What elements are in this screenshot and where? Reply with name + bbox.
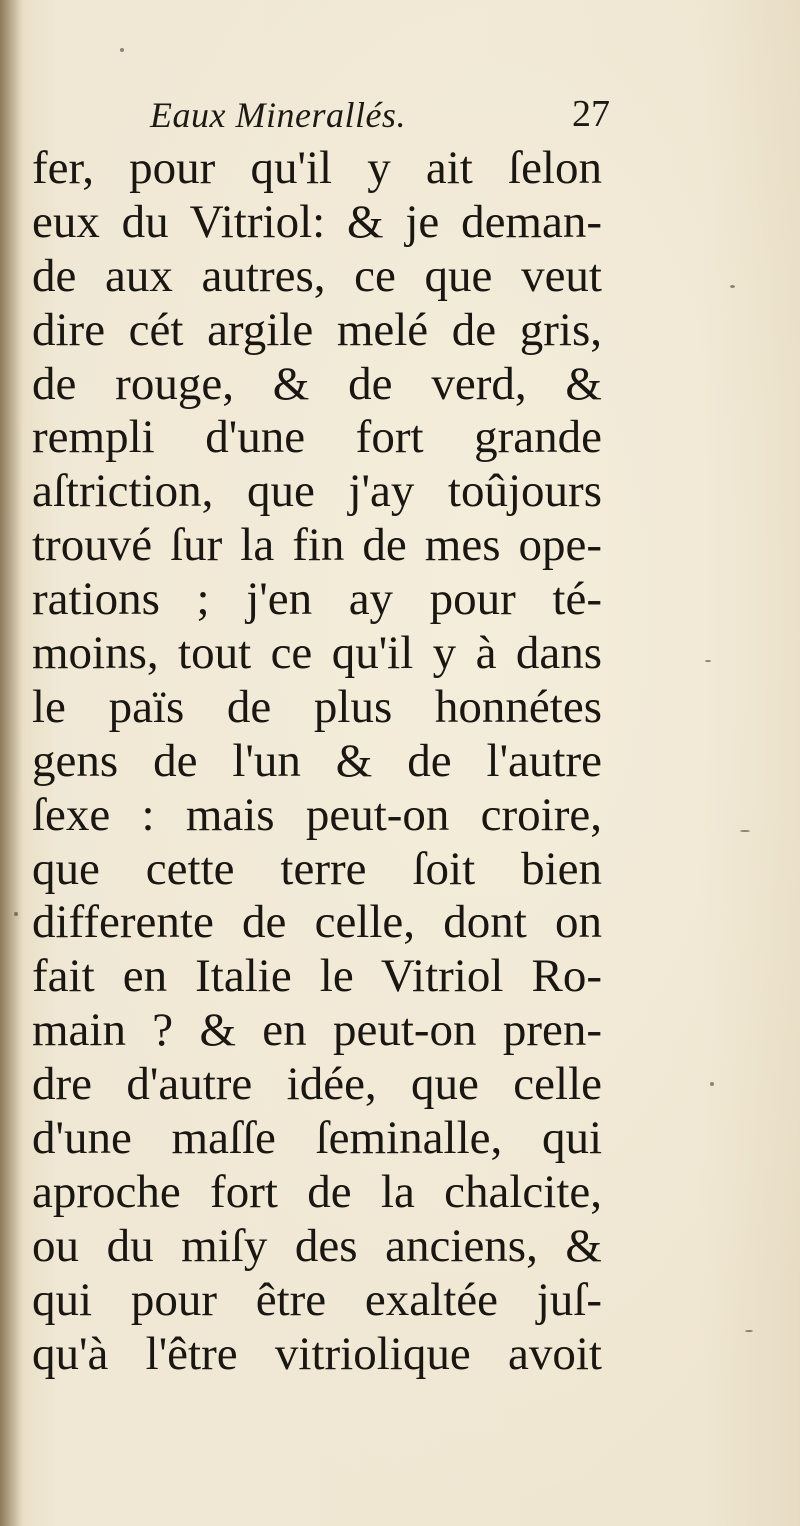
text-line: main ? & en peut-on pren- [32, 1004, 602, 1057]
running-head-title: Eaux Minerallés. [150, 95, 406, 135]
text-line: aſtriction, que j'ay toûjours [32, 465, 602, 518]
text-line: dire cét argile melé de gris, [32, 303, 602, 356]
text-line: aproche fort de la chalcite, [32, 1165, 602, 1218]
text-line: dre d'autre idée, que celle [32, 1058, 602, 1111]
text-line: qui pour être exaltée juſ- [32, 1273, 602, 1326]
body-text [32, 142, 612, 1381]
text-line: fer, pour qu'il y ait ſelon [32, 142, 602, 194]
text-line: rempli d'une fort grande [32, 411, 602, 464]
text-line: eux du Vitriol: & je deman- [32, 195, 602, 248]
page-number: 27 [572, 93, 610, 135]
text-line: ou du miſy des anciens, & [32, 1219, 602, 1272]
text-line: gens de l'un & de l'autre [32, 734, 602, 787]
paper-fleck [710, 1082, 714, 1086]
text-line: rations ; j'en ay pour té- [32, 573, 602, 626]
binding-gutter-shadow [0, 0, 22, 1526]
text-line: le païs de plus honnétes [32, 680, 602, 733]
paper-fleck [120, 48, 124, 52]
paper-fleck [14, 912, 18, 916]
text-line: de aux autres, ce que veut [32, 249, 602, 302]
text-line: fait en Italie le Vitriol Ro- [32, 950, 602, 1003]
paper-fleck [730, 285, 735, 288]
text-line: differente de celle, dont on [32, 896, 602, 949]
text-line: moins, tout ce qu'il y à dans [32, 627, 602, 680]
running-head [40, 92, 610, 142]
text-line: trouvé ſur la fin de mes ope- [32, 519, 602, 572]
paper-fleck [740, 830, 750, 832]
text-line: que cette terre ſoit bien [32, 842, 602, 895]
paper-fleck [745, 1330, 753, 1332]
text-line: d'une maſſe ſeminalle, qui [32, 1112, 602, 1165]
text-line: qu'à l'être vitriolique avoit [32, 1327, 602, 1380]
text-line: de rouge, & de verd, & [32, 357, 602, 410]
paper-fleck [705, 660, 711, 662]
text-line: ſexe : mais peut-on croire, [32, 788, 602, 841]
